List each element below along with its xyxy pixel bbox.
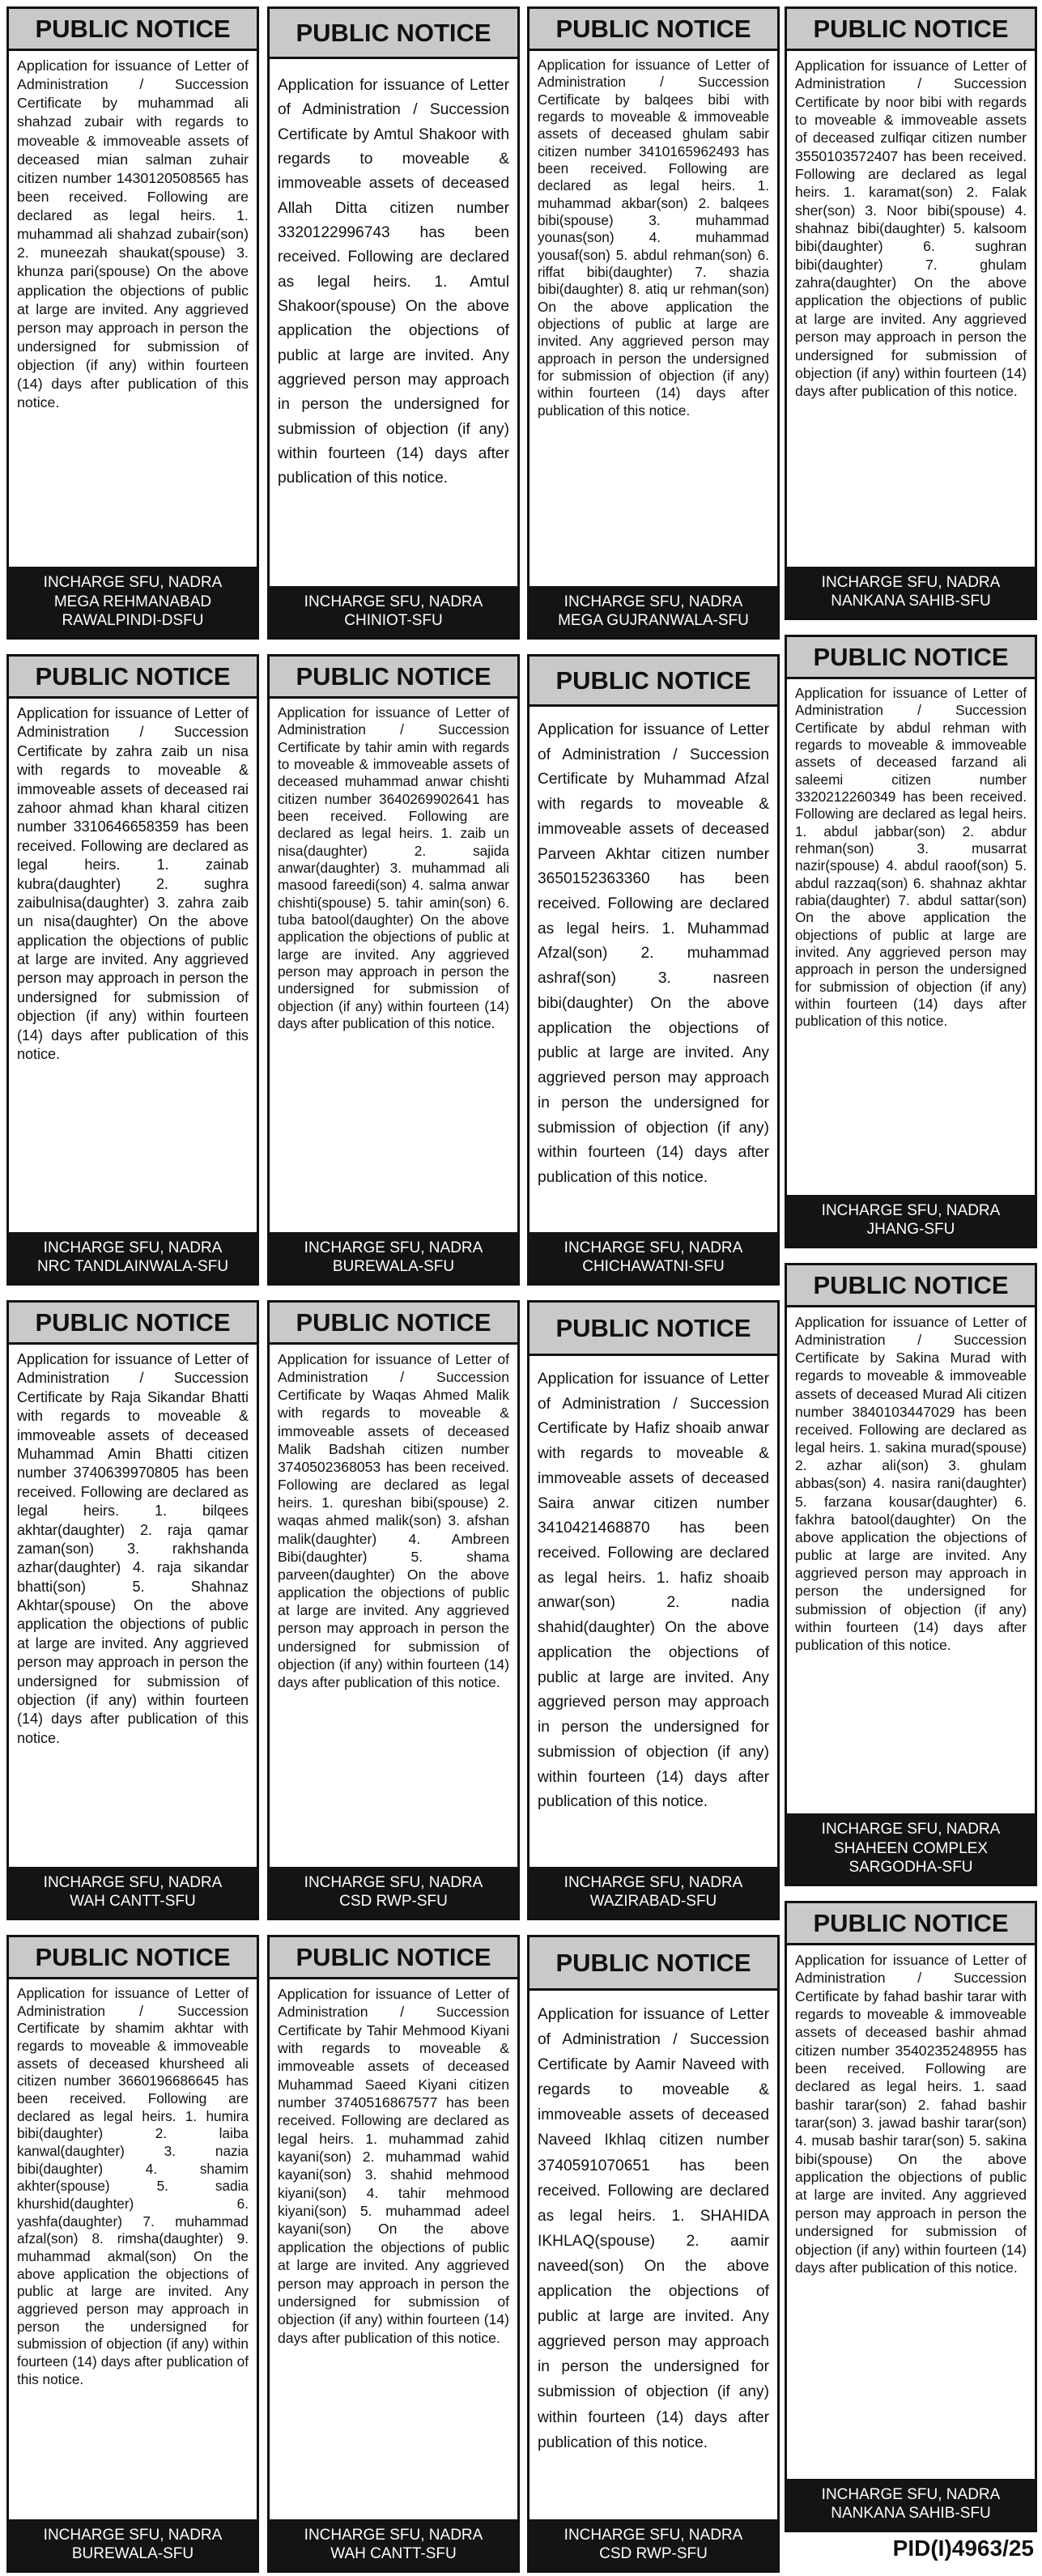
notice-title: PUBLIC NOTICE: [787, 637, 1035, 679]
notice-body: Application for issuance of Letter of Administration / Succession Certificate by shamim akhtar with regards to moveable & immoveable assets of deceased khursheed ali citizen number 3660196686645 has been received. Following are declared as legal heirs. 1. humira bibi(daughter) 2. laiba kanwal(daughter) 3. nazia bibi(daughter) 4. shamim akhter(spouse) 5. sadia khurshid(daughter) 6. yashfa(daughter) 7. muhammad afzal(son) 8. rimsha(daughter) 9. muhammad akmal(son) On the above application the objections of public at large are invited. Any aggrieved person may approach in person the undersigned for submission of objection (if any) within fourteen (14) days after publication of this notice.: [17, 1985, 249, 2387]
notice-body: Application for issuance of Letter of Administration / Succession Certificate by Hafiz shoaib anwar with regards to moveable & immoveable assets of deceased Saira anwar citizen number 3410421468870 has been received. Following are declared as legal heirs. 1. hafiz shoaib anwar(son) 2. nadia shahid(daughter) On the above application the objections of public at large are invited. Any aggrieved person may approach in person the undersigned for submission of objection (if any) within fourteen (14) days after publication of this notice.: [538, 1371, 769, 1811]
notice-title: PUBLIC NOTICE: [530, 1303, 777, 1356]
notice-body: Application for issuance of Letter of Administration / Succession Certificate by muhammad ali shahzad zubair with regards to moveable & immoveable assets of deceased mian salman zuhair citizen number 1430120508565 has been received. Following are declared as legal heirs. 1. muhammad ali shahzad zubair(son) 2. muneezah shaukat(spouse) 3. khunza pari(spouse) On the above application the objections of public at large are invited. Any aggrieved person may approach in person the undersigned for submission of objection (if any) within fourteen (14) days after publication of this notice.: [17, 57, 249, 411]
notice-body: Application for issuance of Letter of Administration / Succession Certificate by balqees bibi with regards to moveable & immoveable assets of deceased ghulam sabir citizen number 3410165962493 has been received. Following are declared as legal heirs. 1. muhammad akbar(son) 2. balqees bibi(spouse) 3. muhammad younas(son) 4. muhammad yousaf(son) 5. abdul rehman(son) 6. riffat bibi(daughter) 7. shazia bibi(daughter) 8. atiq ur rehman(son) On the above application the objections of public at large are invited. Any aggrieved person may approach in person the undersigned for submission of objection (if any) within fourteen (14) days after publication of this notice.: [538, 57, 769, 419]
public-notice: [527, 1300, 780, 1920]
notice-footer: INCHARGE SFU, NADRA NANKANA SAHIB-SFU: [787, 2479, 1035, 2531]
public-notice: [527, 1935, 780, 2573]
notice-footer: INCHARGE SFU, NADRA BUREWALA-SFU: [9, 2519, 257, 2571]
notice-footer: INCHARGE SFU, NADRA CSD RWP-SFU: [270, 1867, 517, 1919]
notice-footer: INCHARGE SFU, NADRA WAH CANTT-SFU: [9, 1867, 257, 1919]
notice-title: PUBLIC NOTICE: [530, 9, 777, 51]
public-notice: [267, 1300, 520, 1920]
public-notice: [785, 1263, 1037, 1886]
public-notice: [6, 1935, 259, 2573]
notice-body: Application for issuance of Letter of Administration / Succession Certificate by Sakina Murad with regards to moveable & immoveable assets of deceased Murad Ali citizen number 3840103447029 has been received. Following are declared as legal heirs. 1. sakina murad(spouse) 2. azhar ali(son) 3. ghulam abbas(son) 4. nasira rani(daughter) 5. farzana kousar(daughter) 6. fakhra batool(daughter) On the above application the objections of public at large are invited. Any aggrieved person may approach in person the undersigned for submission of objection (if any) within fourteen (14) days after publication of this notice.: [795, 1314, 1027, 1653]
notice-title: PUBLIC NOTICE: [270, 1303, 517, 1345]
notice-body: Application for issuance of Letter of Administration / Succession Certificate by fahad bashir tarar with regards to moveable & immoveable assets of deceased bashir ahmad citizen number 3540235248955 has been received. Following are declared as legal heirs. 1. saad bashir tarar(son) 2. fahad bashir tarar(son) 3. jawad bashir tarar(son) 4. musab bashir tarar(son) 5. sakina bibi(spouse) On the above application the objections of public at large are invited. Any aggrieved person may approach in person the undersigned for submission of objection (if any) within fourteen (14) days after publication of this notice.: [795, 1952, 1027, 2276]
notice-footer: INCHARGE SFU, NADRA WAZIRABAD-SFU: [530, 1867, 777, 1919]
notice-title: PUBLIC NOTICE: [530, 1937, 777, 1991]
notice-footer: INCHARGE SFU, NADRA NANKANA SAHIB-SFU: [787, 567, 1035, 618]
notice-body: Application for issuance of Letter of Administration / Succession Certificate by Aamir Naveed with regards to moveable & immoveable assets of deceased Naveed Ikhlaq citizen number 3740591070651 has been received. Following are declared as legal heirs. 1. SHAHIDA IKHLAQ(spouse) 2. aamir naveed(son) On the above application the objections of public at large are invited. Any aggrieved person may approach in person the undersigned for submission of objection (if any) within fourteen (14) days after publication of this notice.: [538, 2006, 769, 2451]
notice-footer: INCHARGE SFU, NADRA MEGA REHMANABAD RAWALPINDI-DSFU: [9, 567, 257, 637]
public-notice: [785, 635, 1037, 1248]
notice-footer: INCHARGE SFU, NADRA CHICHAWATNI-SFU: [530, 1232, 777, 1284]
public-notice: [6, 654, 259, 1286]
publication-id: PID(I)4963/25: [892, 2536, 1034, 2561]
notice-footer: INCHARGE SFU, NADRA WAH CANTT-SFU: [270, 2519, 517, 2571]
public-notice: [267, 6, 520, 640]
public-notice: [527, 6, 780, 640]
notice-body: Application for issuance of Letter of Administration / Succession Certificate by Amtul Shakoor with regards to moveable & immoveable assets of deceased Allah Ditta citizen number 3320122996743 has been received. Following are declared as legal heirs. 1. Amtul Shakoor(spouse) On the above application the objections of public at large are invited. Any aggrieved person may approach in person the undersigned for submission of objection (if any) within fourteen (14) days after publication of this notice.: [278, 77, 509, 487]
notice-title: PUBLIC NOTICE: [9, 9, 257, 51]
notice-body: Application for issuance of Letter of Administration / Succession Certificate by Raja Sikandar Bhatti with regards to moveable & immoveable assets of deceased Muhammad Amin Bhatti citizen number 3740639970805 has been received. Following are declared as legal heirs. 1. bilqees akhtar(daughter) 2. raja qamar zaman(son) 3. rakhshanda azhar(daughter) 4. raja sikandar bhatti(son) 5. Shahnaz Akhtar(spouse) On the above application the objections of public at large are invited. Any aggrieved person may approach in person the undersigned for submission of objection (if any) within fourteen (14) days after publication of this notice.: [17, 1351, 249, 1746]
notice-body: Application for issuance of Letter of Administration / Succession Certificate by tahir amin with regards to moveable & immoveable assets of deceased muhammad anwar chishti citizen number 3640269902641 has been received. Following are declared as legal heirs. 1. zaib un nisa(daughter) 2. sajida anwar(daughter) 3. muhammad ali masood fareedi(son) 4. salma anwar chishti(spouse) 5. tahir amin(son) 6. tuba batool(daughter) On the above application the objections of public at large are invited. Any aggrieved person may approach in person the undersigned for submission of objection (if any) within fourteen (14) days after publication of this notice.: [278, 704, 509, 1031]
notice-title: PUBLIC NOTICE: [9, 657, 257, 699]
public-notice: [267, 654, 520, 1286]
public-notice: [785, 1901, 1037, 2532]
notice-title: PUBLIC NOTICE: [270, 657, 517, 699]
notice-footer: INCHARGE SFU, NADRA MEGA GUJRANWALA-SFU: [530, 586, 777, 638]
notice-title: PUBLIC NOTICE: [9, 1303, 257, 1345]
notice-body: Application for issuance of Letter of Administration / Succession Certificate by zahra zaib un nisa with regards to moveable & immoveable assets of deceased rai zahoor ahmad khan kharal citizen number 3310646658359 has been received. Following are declared as legal heirs. 1. zainab kubra(daughter) 2. sughra zaibulnisa(daughter) 3. zahra zaib un nisa(daughter) On the above application the objections of public at large are invited. Any aggrieved person may approach in person the undersigned for submission of objection (if any) within fourteen (14) days after publication of this notice.: [17, 705, 249, 1063]
notice-footer: INCHARGE SFU, NADRA BUREWALA-SFU: [270, 1232, 517, 1284]
notice-title: PUBLIC NOTICE: [9, 1937, 257, 1979]
notice-title: PUBLIC NOTICE: [787, 9, 1035, 51]
public-notice: [6, 6, 259, 640]
notice-title: PUBLIC NOTICE: [787, 1903, 1035, 1945]
notice-body: Application for issuance of Letter of Administration / Succession Certificate by noor bibi with regards to moveable & immoveable assets of deceased zulfiqar citizen number 3550103572407 has been received. Following are declared as legal heirs. 1. karamat(son) 2. Falak sher(son) 3. Noor bibi(spouse) 4. shahnaz bibi(daughter) 5. kalsoom bibi(daughter) 6. sughran bibi(daughter) 7. ghulam zahra(daughter) On the above application the objections of public at large are invited. Any aggrieved person may approach in person the undersigned for submission of objection (if any) within fourteen (14) days after publication of this notice.: [795, 57, 1027, 400]
notice-title: PUBLIC NOTICE: [270, 9, 517, 59]
notice-footer: INCHARGE SFU, NADRA SHAHEEN COMPLEX SARGODHA-SFU: [787, 1813, 1035, 1884]
notice-title: PUBLIC NOTICE: [787, 1265, 1035, 1307]
notice-footer: INCHARGE SFU, NADRA CHINIOT-SFU: [270, 586, 517, 638]
public-notice: [527, 654, 780, 1286]
public-notice: [6, 1300, 259, 1920]
notice-body: Application for issuance of Letter of Administration / Succession Certificate by Waqas Ahmed Malik with regards to moveable & immoveable assets of deceased Malik Badshah citizen number 3740502368053 has been received. Following are declared as legal heirs. 1. qureshan bibi(spouse) 2. waqas ahmed malik(son) 3. afshan malik(daughter) 4. Ambreen Bibi(daughter) 5. shama parveen(daughter) On the above application the objections of public at large are invited. Any aggrieved person may approach in person the undersigned for submission of objection (if any) within fourteen (14) days after publication of this notice.: [278, 1351, 509, 1690]
public-notice: [785, 6, 1037, 620]
notice-footer: INCHARGE SFU, NADRA NRC TANDLAINWALA-SFU: [9, 1232, 257, 1284]
notice-footer: INCHARGE SFU, NADRA CSD RWP-SFU: [530, 2519, 777, 2571]
notice-body: Application for issuance of Letter of Administration / Succession Certificate by Muhammad Afzal with regards to moveable & immoveable assets of deceased Parveen Akhtar citizen number 3650152363360 has been received. Following are declared as legal heirs. 1. Muhammad Afzal(son) 2. muhammad ashraf(son) 3. nasreen bibi(daughter) On the above application the objections of public at large are invited. Any aggrieved person may approach in person the undersigned for submission of objection (if any) within fourteen (14) days after publication of this notice.: [538, 721, 769, 1186]
notice-body: Application for issuance of Letter of Administration / Succession Certificate by abdul rehman with regards to moveable & immoveable assets of deceased farzand ali saleemi citizen number 3320212260349 has been received. Following are declared as legal heirs. 1. abdul jabbar(son) 2. abdur rehman(son) 3. musarrat nazir(spouse) 4. abdul raoof(son) 5. abdul razzaq(son) 6. shahnaz akhtar rabia(daughter) 7. abdul sattar(son) On the above application the objections of public at large are invited. Any aggrieved person may approach in person the undersigned for submission of objection (if any) within fourteen (14) days after publication of this notice.: [795, 685, 1027, 1030]
public-notice: [267, 1935, 520, 2573]
notice-title: PUBLIC NOTICE: [530, 657, 777, 707]
notice-body: Application for issuance of Letter of Administration / Succession Certificate by Tahir Mehmood Kiyani with regards to moveable & immoveable assets of deceased Muhammad Saeed Kiyani citizen number 3740516867577 has been received. Following are declared as legal heirs. 1. muhammad zahid kayani(son) 2. muhammad wahid kayani(son) 3. shahid mehmood kiyani(son) 4. tahir mehmood kiyani(son) 5. muhammad adeel kayani(son) On the above application the objections of public at large are invited. Any aggrieved person may approach in person the undersigned for submission of objection (if any) within fourteen (14) days after publication of this notice.: [278, 1986, 509, 2346]
notice-title: PUBLIC NOTICE: [270, 1937, 517, 1979]
notice-footer: INCHARGE SFU, NADRA JHANG-SFU: [787, 1195, 1035, 1247]
